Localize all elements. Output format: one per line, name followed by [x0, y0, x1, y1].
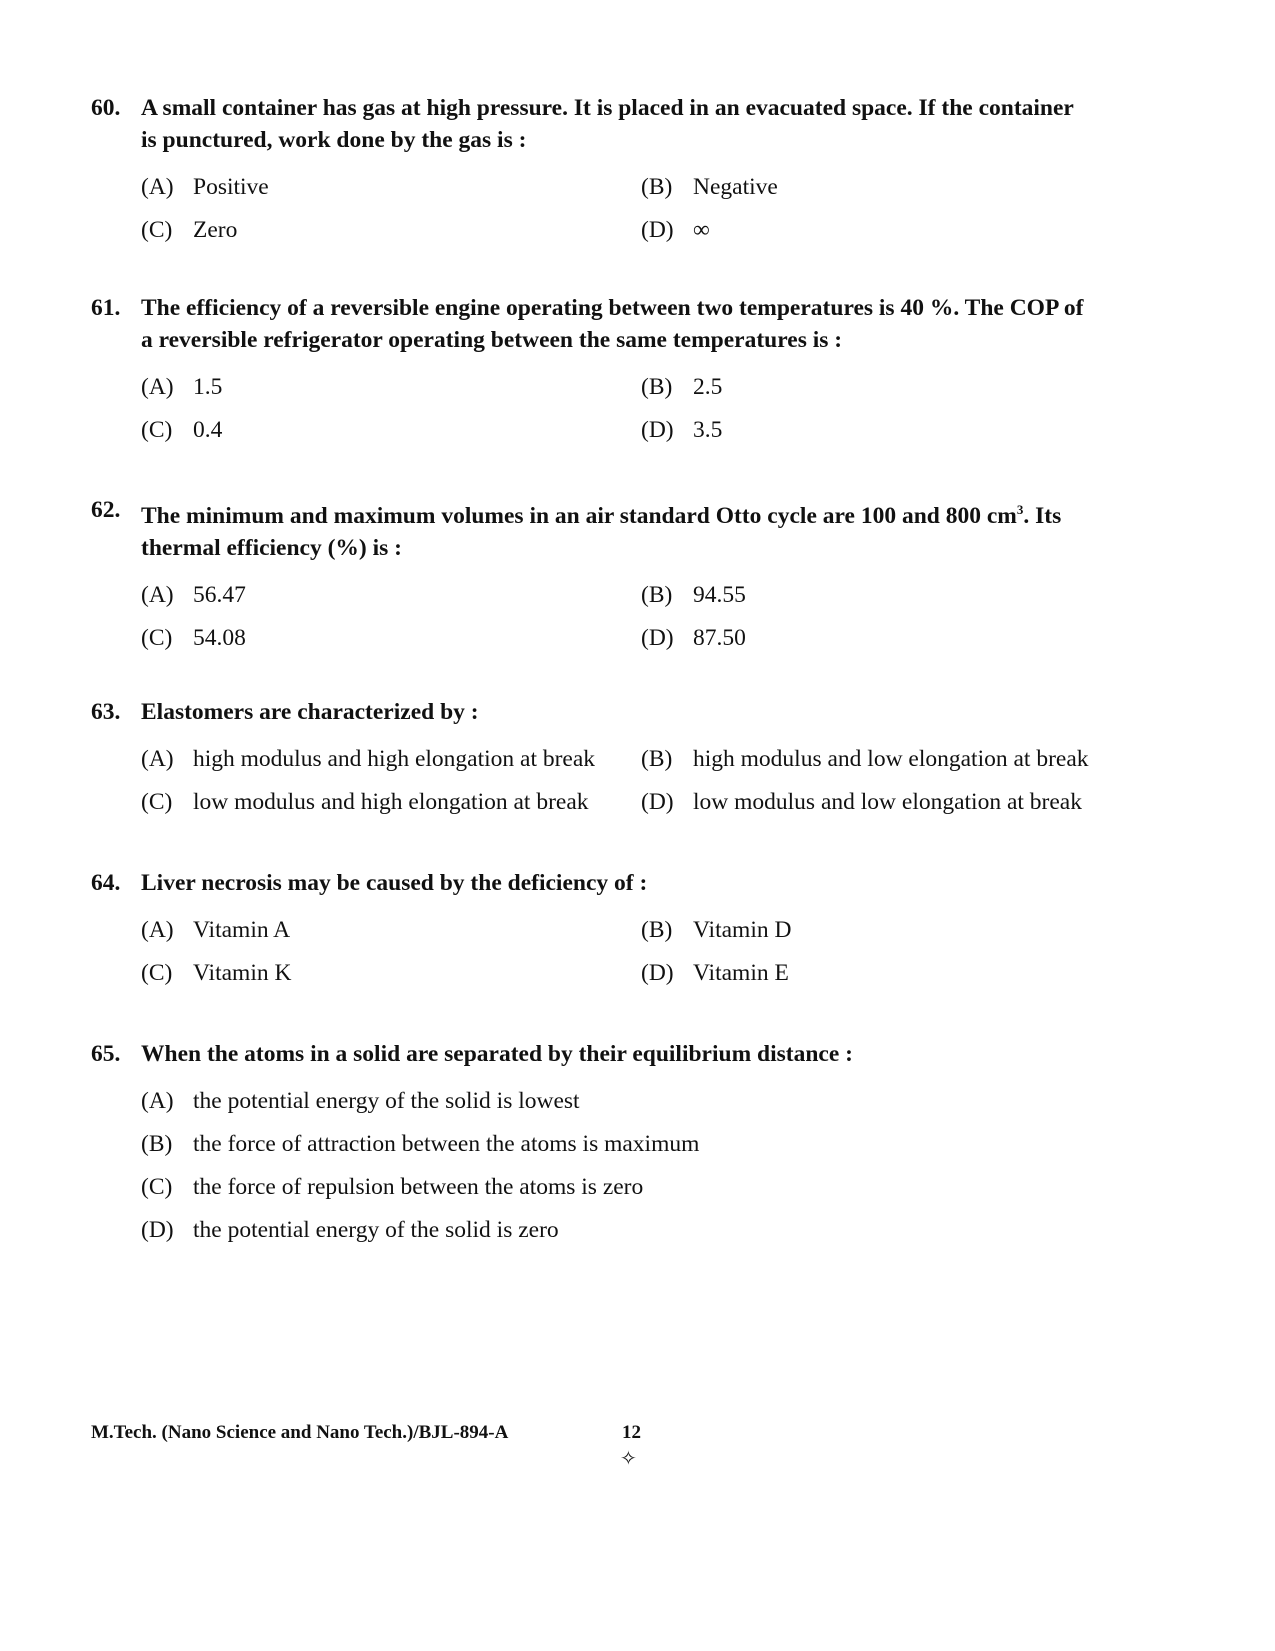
question-number: 60. [91, 95, 121, 121]
option-a: (A) Vitamin A [141, 917, 291, 943]
question-number: 64. [91, 870, 121, 896]
option-b: (B) Vitamin D [641, 917, 792, 943]
option-a: (A) the potential energy of the solid is lowest [141, 1088, 580, 1114]
question-text: When the atoms in a solid are separated by their equilibrium distance : [141, 1041, 853, 1067]
question-text: A small container has gas at high pressure. It is placed in an evacuated space. If the container is punctured, work done by the gas is : [141, 95, 1074, 153]
option-b: (B) 94.55 [641, 581, 746, 608]
option-c: (C) Zero [141, 217, 238, 243]
option-d: (D) low modulus and low elongation at break [641, 789, 1082, 815]
question-number: 65. [91, 1041, 121, 1067]
question-61 [91, 292, 1091, 452]
option-c: (C) 0.4 [141, 417, 223, 443]
question-text: Elastomers are characterized by : [141, 699, 479, 725]
page-number: 12 [622, 1422, 641, 1443]
option-a: (A) high modulus and high elongation at break [141, 746, 596, 772]
option-a: (A) 56.47 [141, 581, 246, 608]
option-d: (D) Vitamin E [641, 960, 789, 986]
star-mark-icon: ✧ [620, 1448, 637, 1470]
question-60 [91, 92, 1091, 252]
option-b: (B) 2.5 [641, 374, 723, 400]
question-number: 62. [91, 497, 121, 523]
option-d: (D) 87.50 [641, 624, 746, 651]
question-number: 61. [91, 295, 121, 321]
footer-code: M.Tech. (Nano Science and Nano Tech.)/BJL-894-A [91, 1422, 509, 1443]
question-text: The efficiency of a reversible engine operating between two temperatures is 40 %. The COP of a reversible refrigerator operating between the same temperatures is : [141, 295, 1084, 353]
question-text: Liver necrosis may be caused by the deficiency of : [141, 870, 648, 896]
option-c: (C) low modulus and high elongation at break [141, 789, 589, 815]
superscript: 3 [1016, 502, 1024, 517]
question-text: The minimum and maximum volumes in an air standard Otto cycle are 100 and 800 $cm^3$. Its thermal efficiency (%) is : [141, 502, 1062, 561]
option-d: (D) ∞ [641, 217, 710, 243]
question-number: 63. [91, 699, 121, 725]
option-c: (C) 54.08 [141, 624, 246, 651]
option-c: (C) Vitamin K [141, 960, 292, 986]
option-d: (D) 3.5 [641, 417, 723, 443]
option-d: (D) the potential energy of the solid is zero [141, 1217, 559, 1243]
option-a: (A) Positive [141, 174, 269, 200]
question-62 [91, 494, 1091, 660]
option-b: (B) the force of attraction between the atoms is maximum [141, 1131, 700, 1157]
question-65 [91, 1038, 1091, 1252]
option-a: (A) 1.5 [141, 374, 223, 400]
option-b: (B) Negative [641, 174, 778, 200]
question-64 [91, 867, 1091, 995]
option-b: (B) high modulus and low elongation at break [641, 746, 1089, 772]
option-c: (C) the force of repulsion between the atoms is zero [141, 1174, 644, 1200]
question-63 [91, 696, 1091, 824]
